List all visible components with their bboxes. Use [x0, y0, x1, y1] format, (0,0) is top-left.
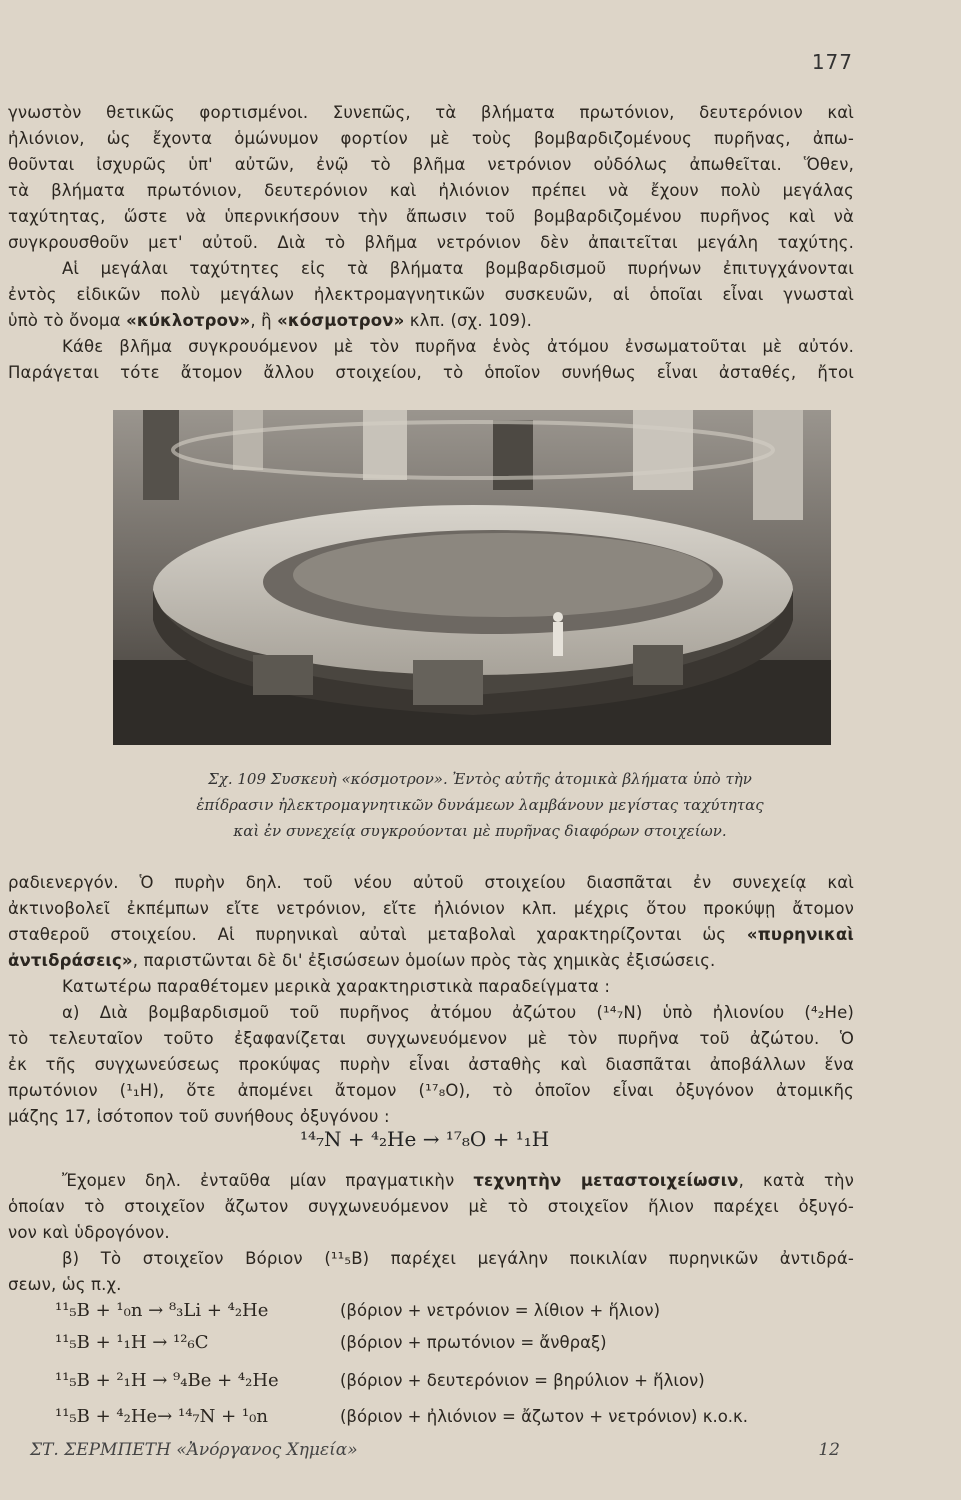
text-line: ὁποίαν τὸ στοιχεῖον ἄζωτον συγχωνευόμενον μὲ τὸ στοιχεῖον ἥλιον παρέχει ὀξυγό- — [8, 1197, 854, 1216]
term-artificial-transmutation: τεχνητὴν μεταστοιχείωσιν — [473, 1171, 739, 1190]
text-line: ἀκτινοβολεῖ ἐκπέμπων εἴτε νετρόνιον, εἴτε ἠλιόνιον κλπ. μέχρις ὅτου προκύψῃ ἄτομον — [8, 899, 854, 918]
text-line: πρωτόνιον (¹₁H), ὅτε ἀπομένει ἄτομον (¹⁷₈O), τὸ ὁποῖον εἶναι ὀξυγόνον ἀτομικῆς — [8, 1081, 854, 1100]
text-line: νον καὶ ὑδρογόνον. — [8, 1223, 170, 1242]
text-line: β) Τὸ στοιχεῖον Βόριον (¹¹₅B) παρέχει μεγάλην ποικιλίαν πυρηνικῶν ἀντιδρά- — [62, 1249, 854, 1268]
text-line: ἠλιόνιον, ὡς ἔχοντα ὁμώνυμον φορτίον μὲ τοὺς βομβαρδιζομένους πυρῆνας, ἀπω- — [8, 129, 854, 148]
text-line: συγκρουσθοῦν μετ' αὐτοῦ. Διὰ τὸ βλῆμα νετρόνιον δὲν ἀπαιτεῖται μεγάλη ταχύτης. — [8, 233, 854, 252]
text-line: θοῦνται ἰσχυρῶς ὑπ' αὐτῶν, ἐνῷ τὸ βλῆμα νετρόνιον οὐδόλως ἀπωθεῖται. Ὅθεν, — [8, 155, 854, 174]
footer-book-title: ΣΤ. ΣΕΡΜΠΕΤΗ «Ἀνόργανος Χημεία» — [30, 1440, 358, 1460]
reaction-description: (βόριον + ἠλιόνιον = ἄζωτον + νετρόνιον) κ.ο.κ. — [340, 1407, 749, 1426]
reaction-row — [55, 1330, 875, 1356]
text-line: Αἱ μεγάλαι ταχύτητες εἰς τὰ βλήματα βομβαρδισμοῦ πυρήνων ἐπιτυγχάνονται — [62, 259, 854, 278]
reaction-equation: ¹¹₅B + ¹₀n → ⁸₃Li + ⁴₂He — [55, 1300, 269, 1321]
reaction-equation: ¹¹₅B + ⁴₂He→ ¹⁴₇N + ¹₀n — [55, 1406, 268, 1427]
reaction-row — [55, 1298, 875, 1324]
page-number: 177 — [811, 50, 853, 74]
text-line: σταθεροῦ στοιχείου. Αἱ πυρηνικαὶ αὐταὶ μεταβολαὶ χαρακτηρίζονται ὡς «πυρηνικαὶ — [8, 925, 854, 944]
cosmotron-photo — [113, 410, 831, 745]
text-line: ραδιενεργόν. Ὁ πυρὴν δηλ. τοῦ νέου αὐτοῦ στοιχείου διασπᾶται ἐν συνεχείᾳ καὶ — [8, 873, 854, 892]
nuclear-equation: ¹⁴₇N + ⁴₂He → ¹⁷₈O + ¹₁H — [300, 1127, 550, 1151]
reaction-equation: ¹¹₅B + ¹₁H → ¹²₆C — [55, 1332, 209, 1353]
text-line: ἐκ τῆς συγχωνεύσεως προκύψας πυρὴν εἶναι ἀσταθὴς καὶ διασπᾶται ἀποβάλλων ἕνα — [8, 1055, 854, 1074]
page-footer — [30, 1440, 840, 1460]
text-line: μάζης 17, ἰσότοπον τοῦ συνήθους ὀξυγόνου : — [8, 1107, 390, 1126]
text-line: Παράγεται τότε ἄτομον ἄλλου στοιχείου, τὸ ὁποῖον συνήθως εἶναι ἀσταθές, ἤτοι — [8, 363, 854, 382]
text-line: τὰ βλήματα πρωτόνιον, δευτερόνιον καὶ ἠλιόνιον πρέπει νὰ ἔχουν πολὺ μεγάλας — [8, 181, 854, 200]
reaction-description: (βόριον + νετρόνιον = λίθιον + ἥλιον) — [340, 1301, 661, 1320]
reaction-row — [55, 1404, 875, 1430]
figure-caption-line: καὶ ἐν συνεχείᾳ συγκρούονται μὲ πυρῆνας διαφόρων στοιχείων. — [233, 822, 727, 840]
figure-caption-line: ἐπίδρασιν ἠλεκτρομαγνητικῶν δυνάμεων λαμβάνουν μεγίστας ταχύτητας — [196, 796, 764, 814]
figure-caption-line: Σχ. 109 Συσκευὴ «κόσμοτρον». Ἐντὸς αὐτῆς ἀτομικὰ βλήματα ὑπὸ τὴν — [208, 770, 752, 788]
text-line: Κάθε βλῆμα συγκρουόμενον μὲ τὸν πυρῆνα ἑνὸς ἀτόμου ἐνσωματοῦται μὲ αὐτόν. — [62, 337, 854, 356]
text-line: τὸ τελευταῖον τοῦτο ἐξαφανίζεται συγχωνευόμενον μὲ τὸν πυρῆνα τοῦ ἀζώτου. Ὁ — [8, 1029, 854, 1048]
text-line: α) Διὰ βομβαρδισμοῦ τοῦ πυρῆνος ἀτόμου ἀζώτου (¹⁴₇N) ὑπὸ ἠλιονίου (⁴₂He) — [62, 1003, 854, 1022]
text-line: ὑπὸ τὸ ὄνομα «κύκλοτρον», ἢ «κόσμοτρον» κλπ. (σχ. 109). — [8, 311, 533, 330]
text-line: Κατωτέρω παραθέτομεν μερικὰ χαρακτηριστικὰ παραδείγματα : — [62, 977, 611, 996]
text-line: Ἔχομεν δηλ. ἐνταῦθα μίαν πραγματικὴν τεχνητὴν μεταστοιχείωσιν, κατὰ τὴν — [62, 1171, 854, 1190]
text-line: ἀντιδράσεις», παριστῶνται δὲ δι' ἐξισώσεων ὁμοίων πρὸς τὰς χημικὰς ἐξισώσεις. — [8, 951, 716, 970]
text-line: γνωστὸν θετικῶς φορτισμένοι. Συνεπῶς, τὰ βλήματα πρωτόνιον, δευτερόνιον καὶ — [8, 103, 854, 122]
text-line: ἐντὸς εἰδικῶν πολὺ μεγάλων ἠλεκτρομαγνητικῶν συσκευῶν, αἱ ὁποῖαι εἶναι γνωσταὶ — [8, 285, 854, 304]
reaction-row — [55, 1368, 875, 1394]
reaction-equation: ¹¹₅B + ²₁H → ⁹₄Be + ⁴₂He — [55, 1370, 279, 1391]
reaction-description: (βόριον + δευτερόνιον = βηρύλιον + ἥλιον) — [340, 1371, 705, 1390]
reaction-description: (βόριον + πρωτόνιον = ἄνθραξ) — [340, 1333, 607, 1352]
text-line: ταχύτητας, ὥστε νὰ ὑπερνικήσουν τὴν ἄπωσιν τοῦ βομβαρδιζομένου πυρῆνος καὶ νὰ — [8, 207, 854, 226]
term-nuclear-reactions: «πυρηνικαὶ — [746, 925, 854, 944]
text-line: σεων, ὡς π.χ. — [8, 1275, 122, 1294]
term-cyclotron: «κύκλοτρον» — [126, 311, 251, 330]
term-cosmotron: «κόσμοτρον» — [277, 311, 405, 330]
signature-number: 12 — [818, 1440, 840, 1460]
